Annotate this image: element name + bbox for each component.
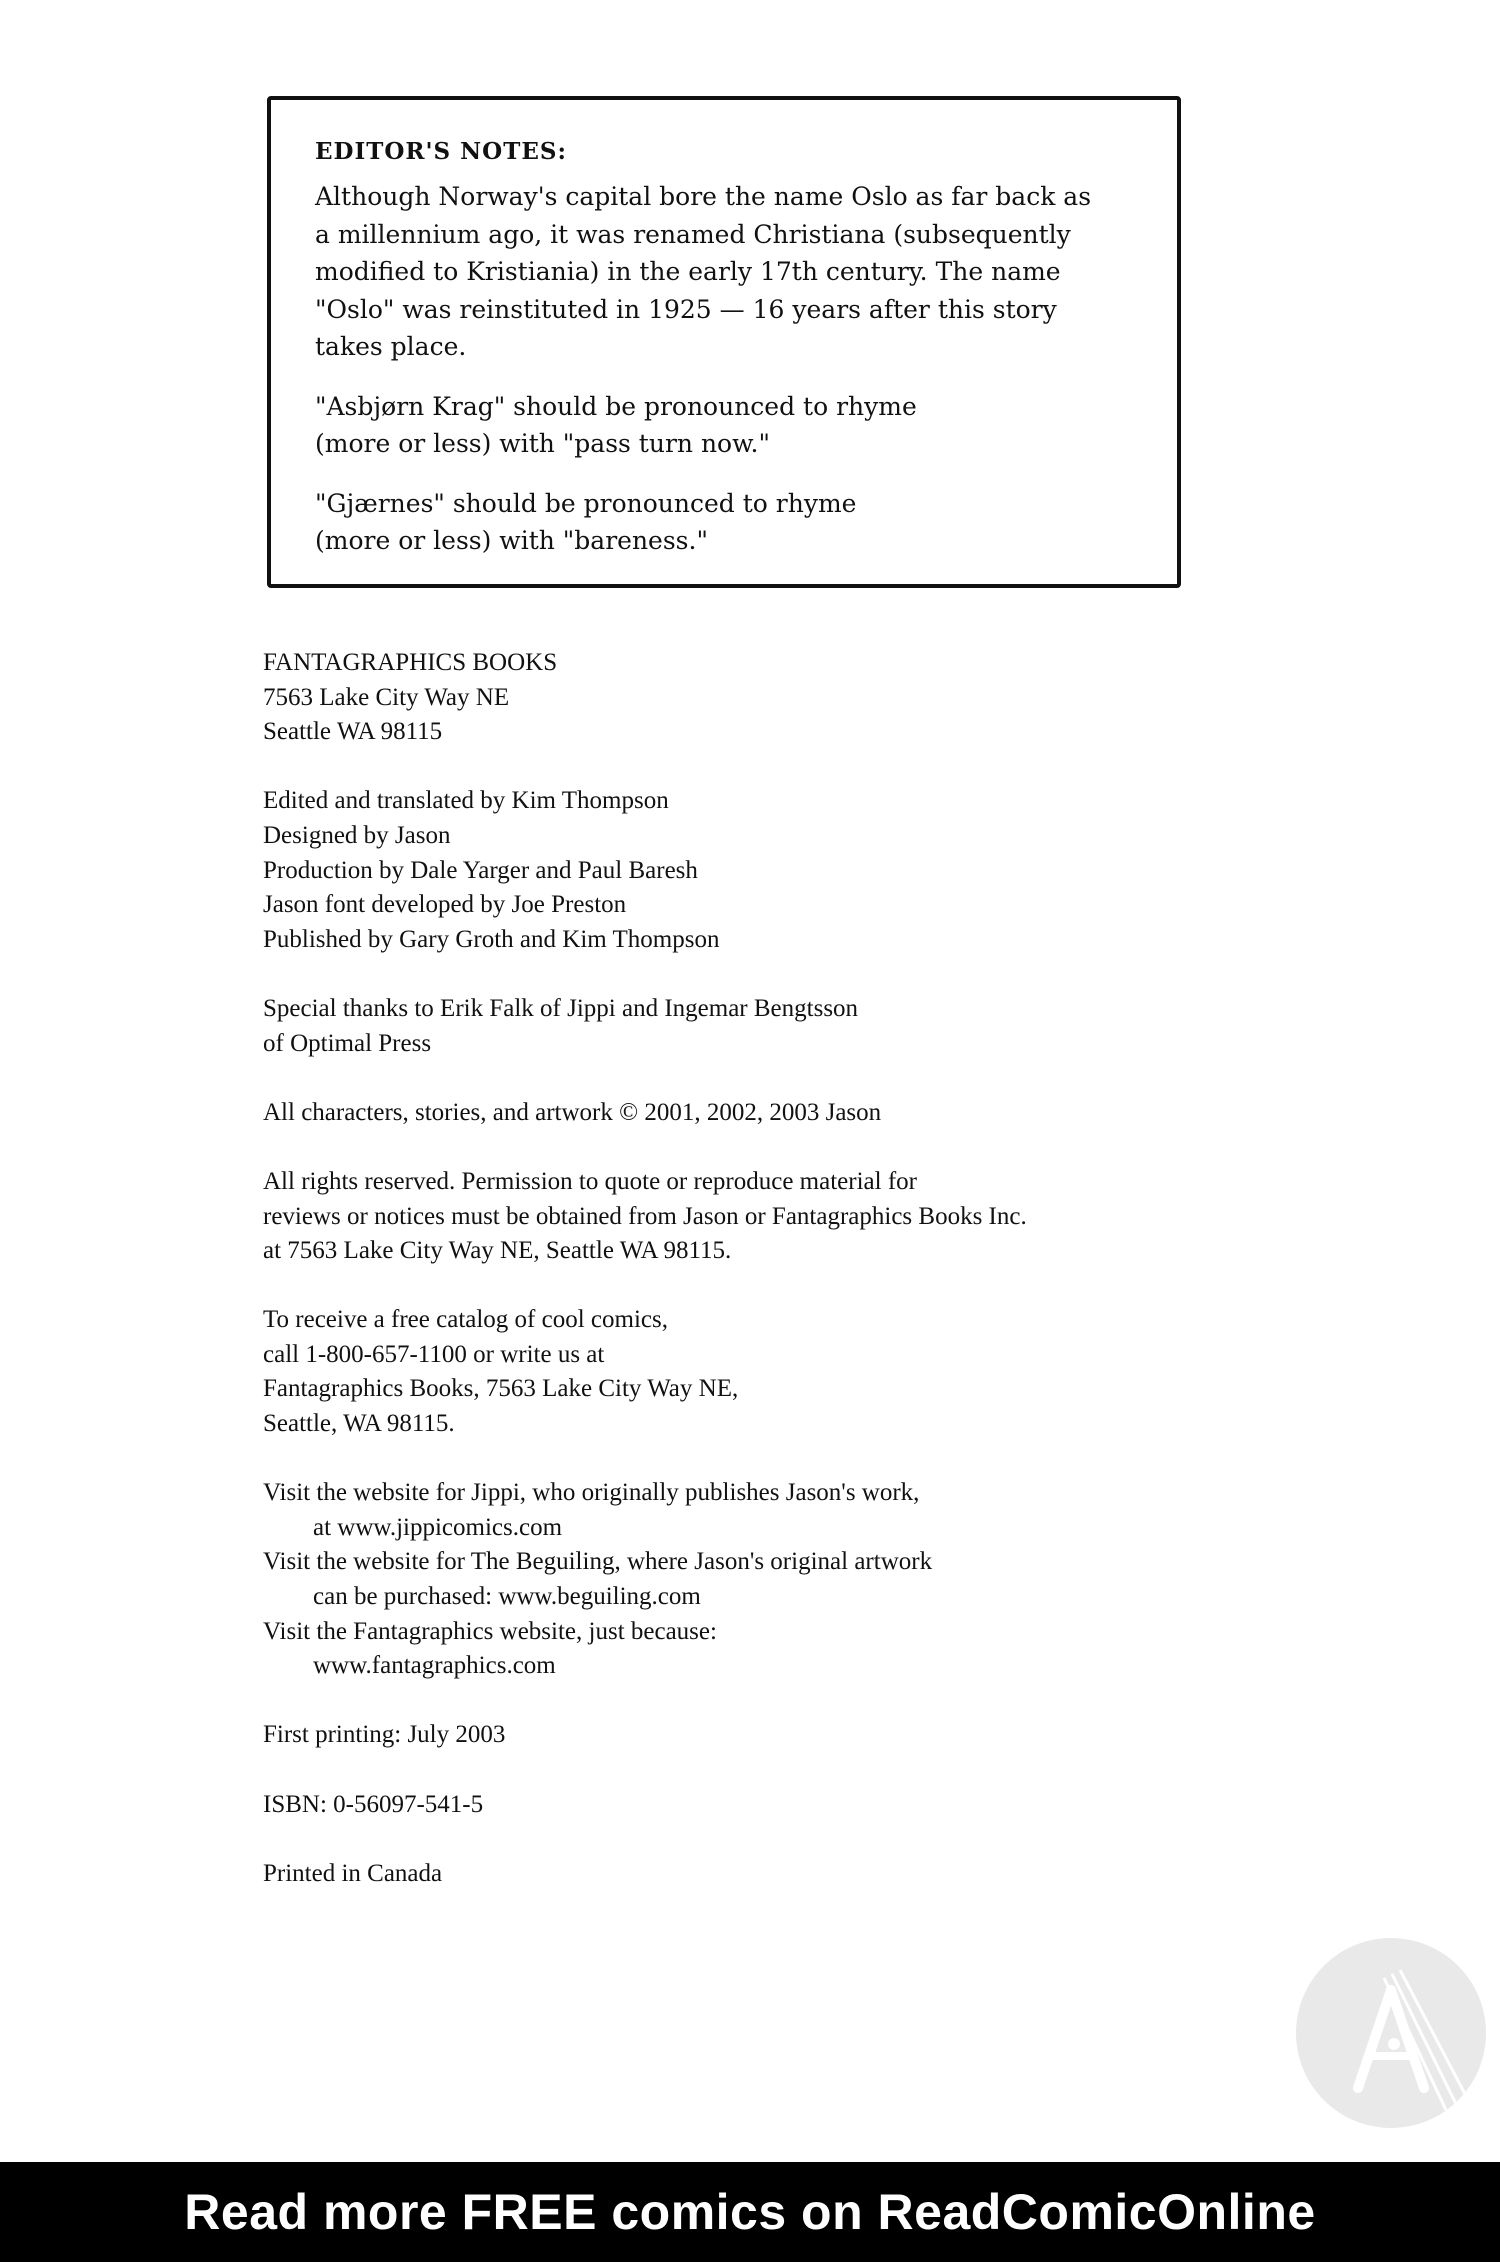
credits-list	[263, 784, 1263, 957]
website-fantagraphics-text: Visit the Fantagraphics website, just because:	[263, 1617, 717, 1645]
credit-line: Published by Gary Groth and Kim Thompson	[263, 925, 720, 953]
catalog-info	[263, 1303, 1263, 1441]
website-fantagraphics-url: www.fantagraphics.com	[313, 1652, 556, 1680]
promo-banner-text[interactable]: Read more FREE comics on ReadComicOnline	[184, 2184, 1316, 2240]
printed-in: Printed in Canada	[263, 1859, 443, 1887]
colophon	[263, 646, 1263, 1926]
thanks-line: Special thanks to Erik Falk of Jippi and Ingemar Bengtsson	[263, 994, 859, 1022]
editors-notes-title: EDITOR'S NOTES:	[315, 138, 567, 165]
rights-notice	[263, 1165, 1263, 1269]
credit-line: Designed by Jason	[263, 821, 451, 849]
website-beguiling-url: can be purchased: www.beguiling.com	[313, 1583, 701, 1611]
a-logo-icon	[1296, 1938, 1486, 2128]
credit-line: Production by Dale Yarger and Paul Baresh	[263, 856, 698, 884]
editors-notes-box	[267, 96, 1181, 588]
website-jippi-text: Visit the website for Jippi, who originally publishes Jason's work,	[263, 1479, 920, 1507]
publisher-address	[263, 646, 1263, 750]
printing-info	[263, 1718, 1263, 1753]
credit-line: Jason font developed by Joe Preston	[263, 891, 627, 919]
credit-line: Edited and translated by Kim Thompson	[263, 787, 669, 815]
promo-banner[interactable]	[0, 2162, 1500, 2262]
rights-line: reviews or notices must be obtained from Jason or Fantagraphics Books Inc.	[263, 1202, 1027, 1230]
editors-notes-paragraph-gjaernes: "Gjærnes" should be pronounced to rhyme (more or less) with "bareness."	[315, 488, 857, 555]
rights-line: at 7563 Lake City Way NE, Seattle WA 98115.	[263, 1237, 732, 1265]
rights-line: All rights reserved. Permission to quote or reproduce material for	[263, 1167, 917, 1195]
thanks-line: of Optimal Press	[263, 1029, 432, 1057]
websites-list	[263, 1476, 1263, 1684]
printed-in-info	[263, 1857, 1263, 1892]
website-jippi-url: at www.jippicomics.com	[313, 1513, 563, 1541]
catalog-line: call 1-800-657-1100 or write us at	[263, 1340, 605, 1368]
catalog-line: Seattle, WA 98115.	[263, 1410, 455, 1438]
copyright-notice	[263, 1096, 1263, 1131]
copyright-line: All characters, stories, and artwork © 2001, 2002, 2003 Jason	[263, 1098, 882, 1126]
special-thanks	[263, 992, 1263, 1061]
catalog-line: Fantagraphics Books, 7563 Lake City Way NE,	[263, 1375, 739, 1403]
first-printing: First printing: July 2003	[263, 1721, 506, 1749]
editors-notes-paragraph-asbjorn: "Asbjørn Krag" should be pronounced to rhyme (more or less) with "pass turn now."	[315, 391, 917, 458]
publisher-street: 7563 Lake City Way NE	[263, 683, 510, 711]
catalog-line: To receive a free catalog of cool comics,	[263, 1306, 668, 1334]
publisher-city: Seattle WA 98115	[263, 718, 443, 746]
isbn: ISBN: 0-56097-541-5	[263, 1790, 484, 1818]
publisher-name: FANTAGRAPHICS BOOKS	[263, 649, 558, 676]
website-beguiling-text: Visit the website for The Beguiling, where Jason's original artwork	[263, 1548, 933, 1576]
isbn-info	[263, 1788, 1263, 1823]
editors-notes-paragraph-oslo: Although Norway's capital bore the name Oslo as far back as a millennium ago, it was renamed Christiana (subsequently modified to Kristiania) in the early 17th century. The name "Oslo" was reinstituted in 1925 — 16 years after this story takes place.	[315, 182, 1092, 361]
